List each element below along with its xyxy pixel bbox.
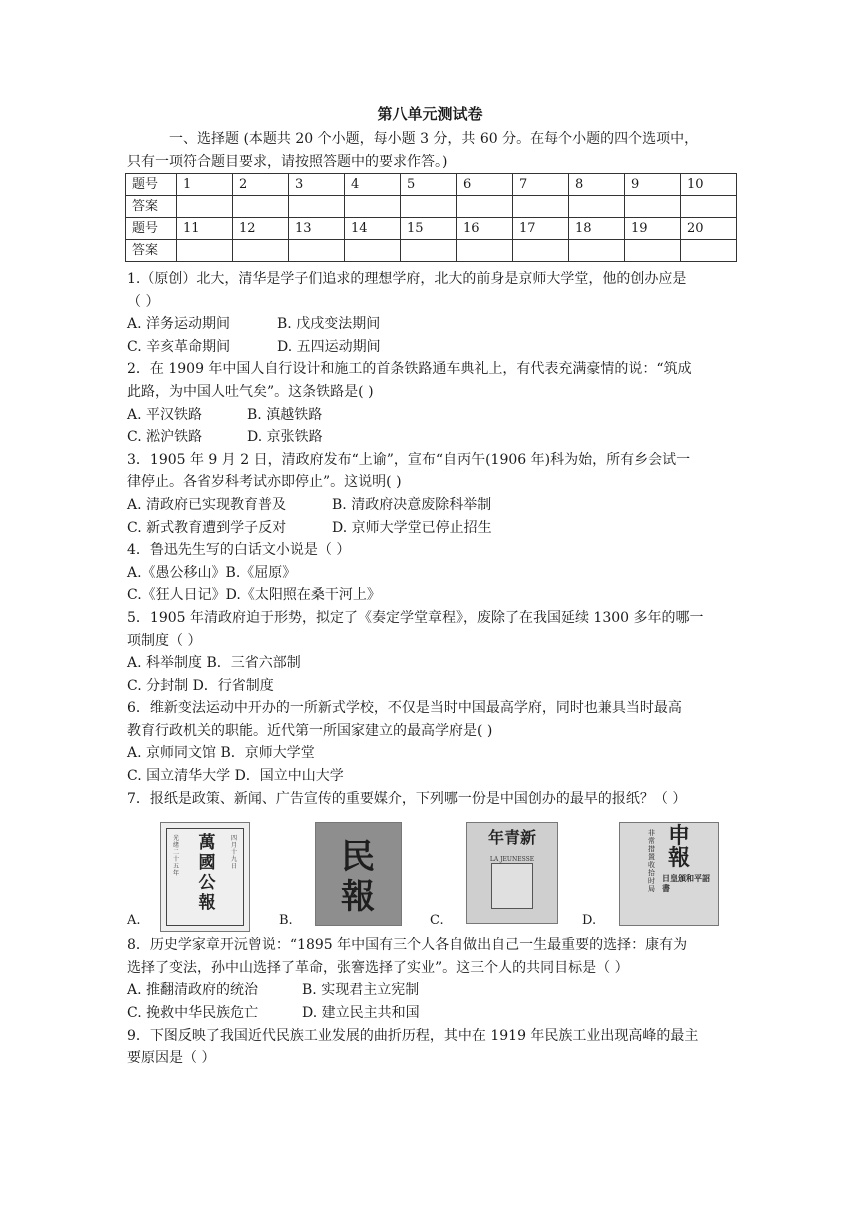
question-stem: 8．历史学家章开沅曾说：“1895 年中国有三个人各自做出自己一生最重要的选择：康有为 <box>127 937 688 954</box>
answer-cell[interactable] <box>401 240 457 262</box>
table-cell: 题号 <box>126 218 177 240</box>
option-label: C. <box>430 912 444 928</box>
question-1 <box>127 268 735 358</box>
answer-cell[interactable] <box>177 240 233 262</box>
option-b[interactable]: B. 戊戌变法期间 <box>277 316 381 333</box>
question-2 <box>127 358 735 448</box>
option-label: B. <box>279 912 293 928</box>
option-label: A. <box>127 912 141 928</box>
option-d[interactable]: D. 五四运动期间 <box>277 338 381 355</box>
option-row[interactable]: C. 分封制 D．行省制度 <box>127 677 274 694</box>
answer-cell[interactable] <box>681 196 737 218</box>
option-row <box>127 517 735 540</box>
option-row[interactable]: C. 国立清华大学 D．国立中山大学 <box>127 768 344 785</box>
answer-cell[interactable] <box>345 240 401 262</box>
newspaper-image-minbao <box>315 822 402 926</box>
question-stem: 4．鲁迅先生写的白话文小说是（ ） <box>127 542 351 559</box>
option-c[interactable]: C. 新式教育遭到学子反对 <box>127 519 287 536</box>
intro-line-1: 一、选择题 (本题共 20 个小题，每小题 3 分，共 60 分。在每个小题的四个选项中， <box>169 131 699 147</box>
option-label: D. <box>582 912 597 928</box>
newspaper-date-right: 四月十九日 <box>231 835 238 871</box>
table-cell: 20 <box>681 218 737 240</box>
question-3 <box>127 449 735 539</box>
answer-cell[interactable] <box>233 196 289 218</box>
question-stem: 要原因是（ ） <box>127 1050 216 1067</box>
question-7 <box>127 788 735 933</box>
question-8 <box>127 934 735 1024</box>
option-c[interactable]: C. 挽救中华民族危亡 <box>127 1005 259 1022</box>
image-option-c[interactable] <box>430 814 580 932</box>
answer-cell[interactable] <box>513 196 569 218</box>
option-row[interactable]: A.《愚公移山》B.《屈原》 <box>127 564 297 581</box>
newspaper-image-wanguo <box>160 822 250 932</box>
answer-cell[interactable] <box>625 196 681 218</box>
option-d[interactable]: D. 京张铁路 <box>247 429 323 446</box>
question-stem: 律停止。各省岁科考试亦即停止”。这说明( ) <box>127 474 402 491</box>
answer-cell[interactable] <box>457 240 513 262</box>
image-option-b[interactable] <box>279 814 429 932</box>
newspaper-title: 萬國公報 <box>198 833 216 914</box>
image-option-d[interactable] <box>582 814 735 932</box>
question-stem: 6．维新变法运动中开办的一所新式学校，不仅是当时中国最高学府，同时也兼具当时最高 <box>127 700 682 717</box>
table-cell: 1 <box>177 174 233 196</box>
newspaper-subtitle: LA JEUNESSE <box>489 856 535 864</box>
newspaper-title: 民報 <box>341 837 375 918</box>
table-cell: 题号 <box>126 174 177 196</box>
question-stem: 9．下图反映了我国近代民族工业发展的曲折历程，其中在 1919 年民族工业出现高峰的最主 <box>127 1027 699 1044</box>
newspaper-headline: 非常措置收拾时局 <box>648 829 655 894</box>
question-stem: 3．1905 年 9 月 2 日，清政府发布“上谕”，宣布“自丙午(1906 年)科为始，所有乡会试一 <box>127 451 691 468</box>
option-row[interactable]: A. 京师同文馆 B．京师大学堂 <box>127 745 315 762</box>
newspaper-image-xinqingnian <box>466 822 558 924</box>
newspaper-title: 申報 <box>668 823 691 872</box>
table-cell: 5 <box>401 174 457 196</box>
table-row <box>126 174 737 196</box>
answer-cell[interactable] <box>233 240 289 262</box>
table-cell: 16 <box>457 218 513 240</box>
newspaper-headline: 日皇頒和平詔書 <box>662 873 710 894</box>
table-row <box>126 218 737 240</box>
question-4 <box>127 539 735 607</box>
table-row <box>126 240 737 262</box>
answer-cell[interactable] <box>401 196 457 218</box>
question-5 <box>127 607 735 697</box>
answer-cell[interactable] <box>625 240 681 262</box>
question-stem: 选择了变法，孙中山选择了革命，张謇选择了实业”。这三个人的共同目标是（ ） <box>127 959 629 976</box>
table-cell: 6 <box>457 174 513 196</box>
question-stem: 教育行政机关的职能。近代第一所国家建立的最高学府是( ) <box>127 722 493 739</box>
newspaper-image-row <box>127 814 735 932</box>
option-row <box>127 494 735 517</box>
table-cell: 15 <box>401 218 457 240</box>
answer-cell[interactable] <box>289 196 345 218</box>
question-list <box>127 268 735 1070</box>
option-a[interactable]: A. 洋务运动期间 <box>127 316 231 333</box>
table-cell: 19 <box>625 218 681 240</box>
table-cell: 10 <box>681 174 737 196</box>
question-6 <box>127 697 735 787</box>
table-cell: 17 <box>513 218 569 240</box>
table-cell: 11 <box>177 218 233 240</box>
intro-line-2: 只有一项符合题目要求，请按照答题中的要求作答。) <box>127 154 448 170</box>
question-9 <box>127 1025 735 1070</box>
table-cell: 7 <box>513 174 569 196</box>
answer-cell[interactable] <box>513 240 569 262</box>
question-stem: （ ） <box>127 293 160 310</box>
page-title: 第八单元测试卷 <box>377 105 483 123</box>
option-row <box>127 979 735 1002</box>
newspaper-title: 新青年 <box>487 828 536 848</box>
answer-cell[interactable] <box>457 196 513 218</box>
table-cell: 4 <box>345 174 401 196</box>
table-cell: 2 <box>233 174 289 196</box>
option-row <box>127 336 735 359</box>
question-stem: 项制度（ ） <box>127 632 202 649</box>
option-d[interactable]: D. 京师大学堂已停止招生 <box>332 519 492 536</box>
option-d[interactable]: D. 建立民主共和国 <box>302 1005 420 1022</box>
option-row[interactable]: C.《狂人日记》D.《太阳照在桑干河上》 <box>127 587 381 604</box>
question-stem: 2．在 1909 年中国人自行设计和施工的首条铁路通车典礼上，有代表充满豪情的说：“筑成 <box>127 361 692 378</box>
newspaper-image-shenbao <box>619 822 719 926</box>
answer-cell[interactable] <box>177 196 233 218</box>
table-cell: 14 <box>345 218 401 240</box>
table-cell: 13 <box>289 218 345 240</box>
question-stem: 此路，为中国人吐气矣”。这条铁路是( ) <box>127 383 374 400</box>
answer-cell[interactable] <box>681 240 737 262</box>
option-a[interactable]: A. 平汉铁路 <box>127 406 203 423</box>
option-a[interactable]: A. 清政府已实现教育普及 <box>127 496 287 513</box>
option-b[interactable]: B. 实现君主立宪制 <box>302 982 420 999</box>
table-row <box>126 196 737 218</box>
option-b[interactable]: B. 清政府决意废除科举制 <box>332 496 492 513</box>
table-cell: 3 <box>289 174 345 196</box>
option-b[interactable]: B. 滇越铁路 <box>247 406 323 423</box>
option-row <box>127 313 735 336</box>
option-a[interactable]: A. 推翻清政府的统治 <box>127 982 259 999</box>
answer-cell[interactable] <box>289 240 345 262</box>
question-stem: 5．1905 年清政府迫于形势，拟定了《奏定学堂章程》，废除了在我国延续 1300 多年的哪一 <box>127 609 704 626</box>
newspaper-date-left: 光绪二十五年 <box>173 835 180 878</box>
image-option-a[interactable] <box>127 814 277 932</box>
table-cell: 答案 <box>126 196 177 218</box>
answer-cell[interactable] <box>569 240 625 262</box>
question-stem: 1.（原创）北大，清华是学子们追求的理想学府，北大的前身是京师大学堂，他的创办应是 <box>127 271 687 287</box>
question-stem: 7．报纸是政策、新闻、广告宣传的重要媒介，下列哪一份是中国创办的最早的报纸？（ ） <box>127 790 687 807</box>
option-row <box>127 426 735 449</box>
table-cell: 答案 <box>126 240 177 262</box>
answer-table <box>125 173 737 262</box>
option-row <box>127 404 735 427</box>
option-c[interactable]: C. 辛亥革命期间 <box>127 338 231 355</box>
table-cell: 8 <box>569 174 625 196</box>
table-cell: 18 <box>569 218 625 240</box>
option-c[interactable]: C. 淞沪铁路 <box>127 429 203 446</box>
option-row <box>127 1002 735 1025</box>
table-cell: 9 <box>625 174 681 196</box>
answer-cell[interactable] <box>569 196 625 218</box>
option-row[interactable]: A. 科举制度 B．三省六部制 <box>127 655 301 672</box>
section-intro <box>127 128 735 174</box>
answer-cell[interactable] <box>345 196 401 218</box>
table-cell: 12 <box>233 218 289 240</box>
